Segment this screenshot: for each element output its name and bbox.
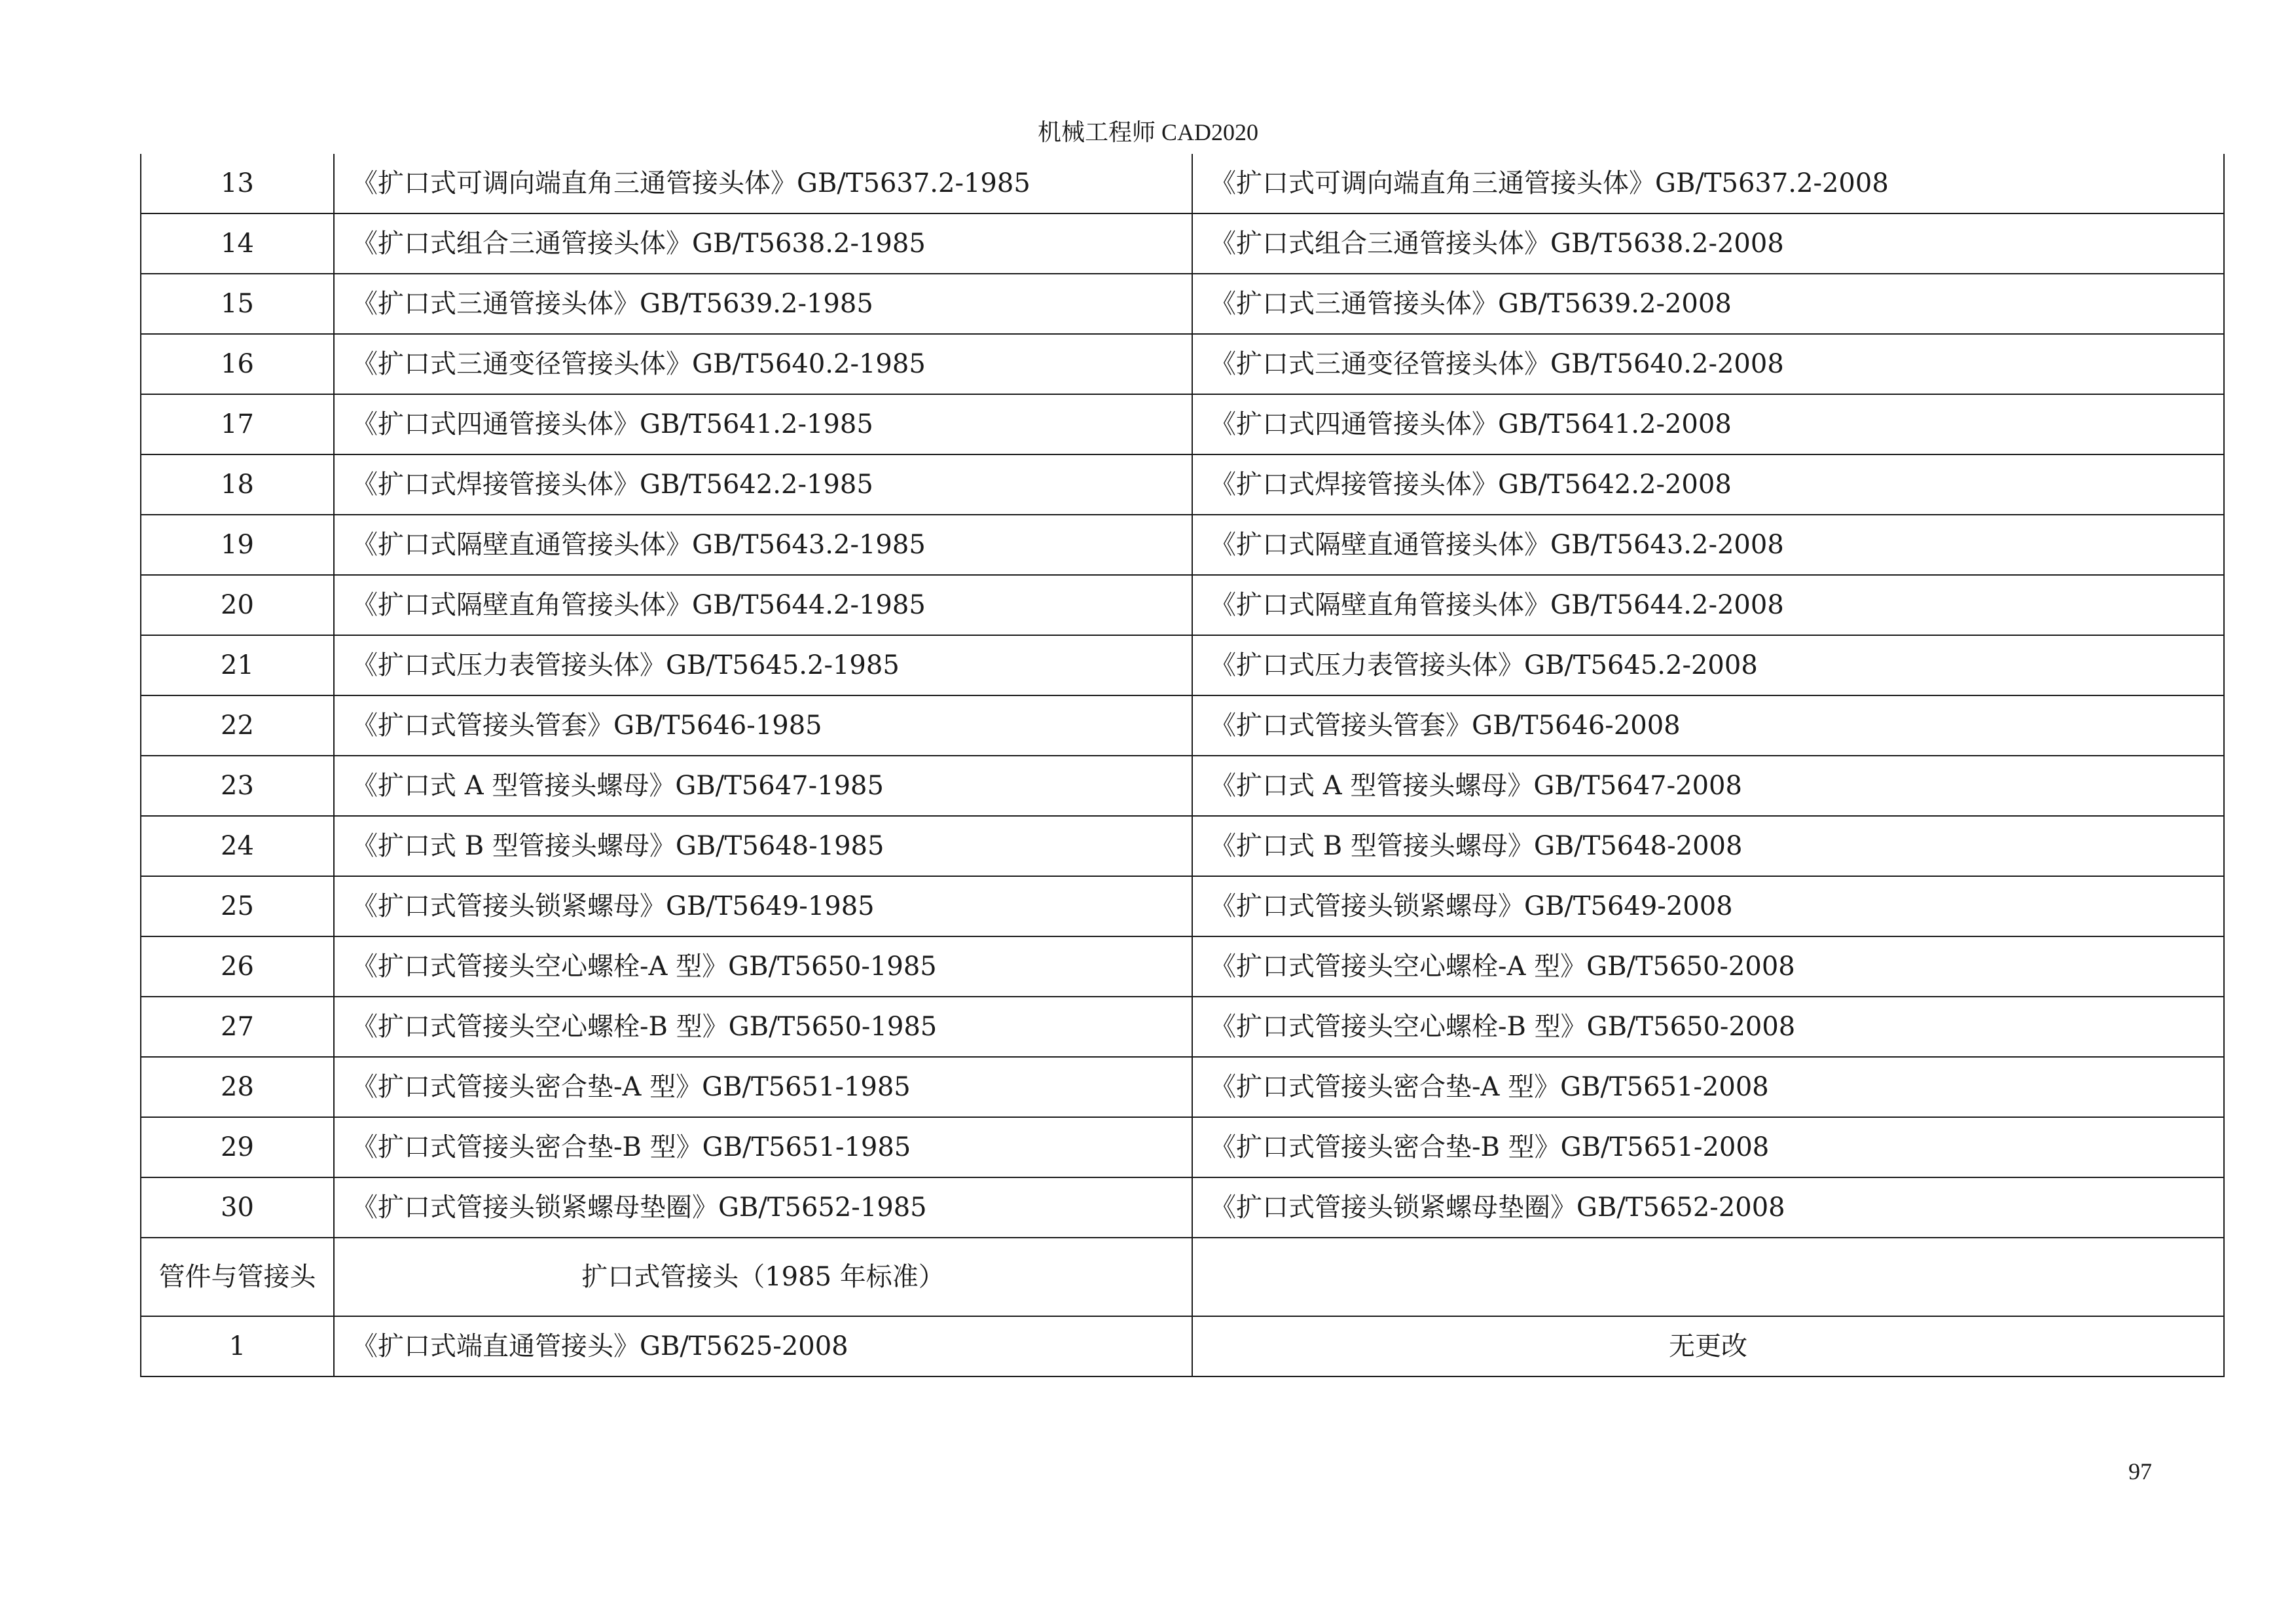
old-standard: 《扩口式 A 型管接头螺母》GB/T5647-1985 — [334, 756, 1192, 816]
page-number: 97 — [2128, 1458, 2152, 1485]
old-standard: 《扩口式管接头空心螺栓-B 型》GB/T5650-1985 — [334, 997, 1192, 1057]
new-standard: 《扩口式隔壁直通管接头体》GB/T5643.2-2008 — [1192, 515, 2224, 575]
table-row — [141, 876, 2224, 936]
table-row — [141, 936, 2224, 997]
table-row — [141, 274, 2224, 334]
row-number: 25 — [141, 876, 334, 936]
new-standard: 《扩口式三通管接头体》GB/T5639.2-2008 — [1192, 274, 2224, 334]
table-row — [141, 515, 2224, 575]
new-standard: 《扩口式管接头空心螺栓-B 型》GB/T5650-2008 — [1192, 997, 2224, 1057]
old-standard: 《扩口式 B 型管接头螺母》GB/T5648-1985 — [334, 816, 1192, 876]
old-standard: 《扩口式管接头锁紧螺母垫圈》GB/T5652-1985 — [334, 1177, 1192, 1238]
row-number: 19 — [141, 515, 334, 575]
old-standard: 《扩口式四通管接头体》GB/T5641.2-1985 — [334, 394, 1192, 454]
old-standard: 《扩口式可调向端直角三通管接头体》GB/T5637.2-1985 — [334, 154, 1192, 213]
row-number: 28 — [141, 1057, 334, 1117]
old-standard: 《扩口式隔壁直通管接头体》GB/T5643.2-1985 — [334, 515, 1192, 575]
new-standard: 《扩口式可调向端直角三通管接头体》GB/T5637.2-2008 — [1192, 154, 2224, 213]
table-row — [141, 1057, 2224, 1117]
row-number: 21 — [141, 635, 334, 695]
table-row — [141, 575, 2224, 635]
standards-table — [140, 154, 2225, 1377]
old-standard: 《扩口式管接头空心螺栓-A 型》GB/T5650-1985 — [334, 936, 1192, 997]
new-standard: 《扩口式压力表管接头体》GB/T5645.2-2008 — [1192, 635, 2224, 695]
old-standard: 《扩口式压力表管接头体》GB/T5645.2-1985 — [334, 635, 1192, 695]
row-number: 14 — [141, 213, 334, 274]
row-number: 27 — [141, 997, 334, 1057]
row-number: 17 — [141, 394, 334, 454]
row-number: 24 — [141, 816, 334, 876]
new-standard: 《扩口式管接头锁紧螺母》GB/T5649-2008 — [1192, 876, 2224, 936]
row-number: 1 — [141, 1316, 334, 1376]
new-standard: 《扩口式管接头密合垫-B 型》GB/T5651-2008 — [1192, 1117, 2224, 1177]
section-row — [141, 1238, 2224, 1316]
new-standard: 《扩口式 A 型管接头螺母》GB/T5647-2008 — [1192, 756, 2224, 816]
table-row — [141, 997, 2224, 1057]
new-standard: 《扩口式三通变径管接头体》GB/T5640.2-2008 — [1192, 334, 2224, 394]
table-row — [141, 756, 2224, 816]
new-standard: 《扩口式隔壁直角管接头体》GB/T5644.2-2008 — [1192, 575, 2224, 635]
new-standard: 《扩口式管接头空心螺栓-A 型》GB/T5650-2008 — [1192, 936, 2224, 997]
table-row — [141, 1177, 2224, 1238]
new-standard: 《扩口式四通管接头体》GB/T5641.2-2008 — [1192, 394, 2224, 454]
row-number: 16 — [141, 334, 334, 394]
new-standard: 《扩口式管接头管套》GB/T5646-2008 — [1192, 695, 2224, 756]
new-standard: 《扩口式管接头锁紧螺母垫圈》GB/T5652-2008 — [1192, 1177, 2224, 1238]
section-title: 扩口式管接头（1985 年标准） — [334, 1238, 1192, 1316]
row-number: 29 — [141, 1117, 334, 1177]
category-label: 管件与管接头 — [141, 1238, 334, 1316]
section-new-standard — [1192, 1238, 2224, 1316]
table-row — [141, 1316, 2224, 1376]
new-standard: 《扩口式管接头密合垫-A 型》GB/T5651-2008 — [1192, 1057, 2224, 1117]
table-row — [141, 695, 2224, 756]
old-standard: 《扩口式焊接管接头体》GB/T5642.2-1985 — [334, 454, 1192, 515]
new-standard: 《扩口式焊接管接头体》GB/T5642.2-2008 — [1192, 454, 2224, 515]
row-number: 13 — [141, 154, 334, 213]
row-number: 18 — [141, 454, 334, 515]
old-standard: 《扩口式管接头管套》GB/T5646-1985 — [334, 695, 1192, 756]
row-number: 30 — [141, 1177, 334, 1238]
old-standard: 《扩口式隔壁直角管接头体》GB/T5644.2-1985 — [334, 575, 1192, 635]
old-standard: 《扩口式三通变径管接头体》GB/T5640.2-1985 — [334, 334, 1192, 394]
table-row — [141, 334, 2224, 394]
table-row — [141, 213, 2224, 274]
old-standard: 《扩口式三通管接头体》GB/T5639.2-1985 — [334, 274, 1192, 334]
table-row — [141, 816, 2224, 876]
row-number: 23 — [141, 756, 334, 816]
table-row — [141, 154, 2224, 213]
row-number: 20 — [141, 575, 334, 635]
new-standard: 无更改 — [1192, 1316, 2224, 1376]
new-standard: 《扩口式 B 型管接头螺母》GB/T5648-2008 — [1192, 816, 2224, 876]
old-standard: 《扩口式管接头密合垫-B 型》GB/T5651-1985 — [334, 1117, 1192, 1177]
old-standard: 《扩口式管接头锁紧螺母》GB/T5649-1985 — [334, 876, 1192, 936]
row-number: 26 — [141, 936, 334, 997]
table-row — [141, 1117, 2224, 1177]
page-header: 机械工程师 CAD2020 — [1037, 119, 1258, 145]
row-number: 15 — [141, 274, 334, 334]
row-number: 22 — [141, 695, 334, 756]
table-row — [141, 394, 2224, 454]
old-standard: 《扩口式组合三通管接头体》GB/T5638.2-1985 — [334, 213, 1192, 274]
table-row — [141, 635, 2224, 695]
old-standard: 《扩口式管接头密合垫-A 型》GB/T5651-1985 — [334, 1057, 1192, 1117]
new-standard: 《扩口式组合三通管接头体》GB/T5638.2-2008 — [1192, 213, 2224, 274]
table-row — [141, 454, 2224, 515]
old-standard: 《扩口式端直通管接头》GB/T5625-2008 — [334, 1316, 1192, 1376]
